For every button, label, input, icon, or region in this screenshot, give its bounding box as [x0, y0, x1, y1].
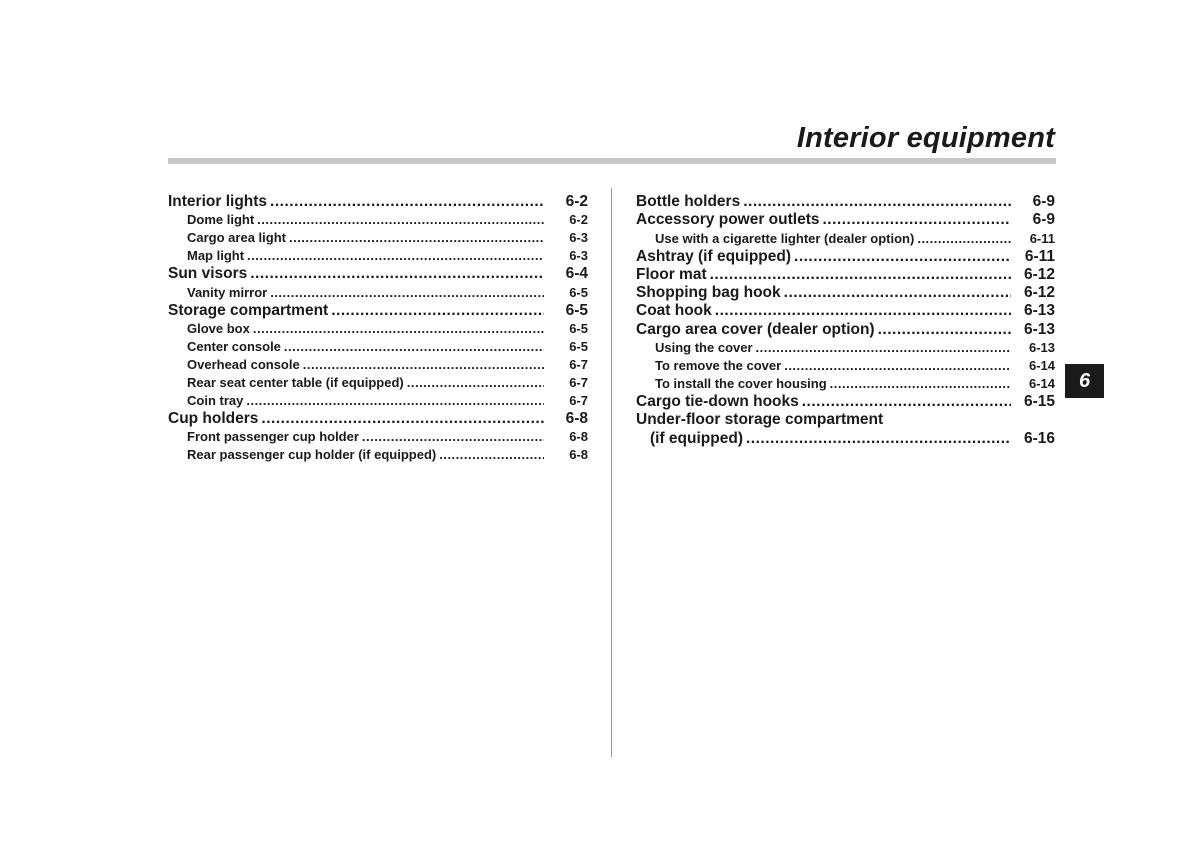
toc-leader-dots [784, 284, 1011, 302]
toc-leader-dots [261, 410, 544, 428]
toc-page-number: 6-7 [569, 392, 588, 408]
toc-entry-label: Bottle holders [636, 193, 741, 210]
title-rule [168, 158, 1056, 164]
toc-page-number: 6-14 [1028, 376, 1055, 392]
chapter-title: Interior equipment [796, 122, 1055, 154]
toc-entry-label: Vanity mirror [187, 284, 268, 300]
toc-page-number: 6-12 [1023, 265, 1055, 283]
toc-leader-dots [257, 211, 544, 229]
toc-page-number: 6-2 [569, 212, 588, 228]
toc-entry[interactable] [636, 321, 1055, 339]
toc-entry[interactable] [636, 193, 1055, 211]
toc-entry[interactable] [636, 266, 1055, 284]
toc-page-number: 6-7 [569, 356, 588, 372]
toc-entry-label: Rear seat center table (if equipped) [187, 374, 404, 390]
toc-subentry[interactable] [168, 247, 588, 265]
toc-entry[interactable] [168, 265, 588, 283]
toc-subentry[interactable] [168, 392, 588, 410]
toc-right-column [636, 193, 1055, 448]
toc-page-number: 6-5 [565, 301, 588, 319]
toc-subentry[interactable] [168, 284, 588, 302]
toc-page-number: 6-5 [569, 284, 588, 300]
toc-subentry[interactable] [636, 339, 1055, 357]
toc-leader-dots [917, 230, 1011, 248]
toc-page-number: 6-2 [565, 193, 588, 210]
toc-leader-dots [746, 430, 1011, 448]
toc-entry-label: Accessory power outlets [636, 211, 820, 229]
toc-leader-dots [802, 393, 1011, 411]
toc-subentry[interactable] [636, 357, 1055, 375]
toc-page-number: 6-8 [565, 409, 588, 427]
toc-subentry[interactable] [636, 375, 1055, 393]
toc-subentry[interactable] [168, 211, 588, 229]
toc-entry-label: Shopping bag hook [636, 284, 781, 302]
toc-page-number: 6-9 [1032, 193, 1055, 210]
toc-entry[interactable] [636, 393, 1055, 411]
toc-leader-dots [246, 392, 544, 410]
toc-leader-dots [247, 247, 544, 265]
toc-entry-label: Overhead console [187, 356, 300, 372]
toc-entry-label: Using the cover [655, 340, 753, 356]
toc-entry-label: Front passenger cup holder [187, 429, 359, 445]
toc-entry-label: Cargo area light [187, 230, 286, 246]
toc-leader-dots [743, 193, 1011, 211]
toc-leader-dots [270, 193, 544, 211]
toc-leader-dots [303, 356, 544, 374]
toc-entry-label: Rear passenger cup holder (if equipped) [187, 447, 437, 463]
toc-entry[interactable] [636, 302, 1055, 320]
toc-leader-dots [794, 248, 1011, 266]
toc-entry[interactable] [636, 284, 1055, 302]
toc-page-number: 6-16 [1023, 429, 1055, 447]
toc-subentry[interactable] [168, 338, 588, 356]
toc-leader-dots [407, 374, 544, 392]
toc-subentry[interactable] [168, 374, 588, 392]
toc-entry-label: Under-floor storage compartment [636, 411, 884, 429]
toc-page-number: 6-13 [1023, 302, 1055, 320]
toc-entry-label: (if equipped) [650, 429, 743, 447]
toc-leader-dots [830, 375, 1011, 393]
toc-entry-label: Coin tray [187, 392, 244, 408]
toc-entry[interactable] [636, 211, 1055, 229]
toc-page-number: 6-11 [1024, 247, 1055, 265]
toc-entry-label: Cargo tie-down hooks [636, 393, 799, 411]
toc-leader-dots [756, 339, 1011, 357]
toc-page-number: 6-4 [565, 265, 588, 283]
toc-subentry[interactable] [168, 320, 588, 338]
toc-entry-label: Ashtray (if equipped) [636, 247, 792, 265]
toc-page-number: 6-15 [1023, 393, 1055, 411]
toc-entry-label: Cargo area cover (dealer option) [636, 320, 875, 338]
toc-page-number: 6-7 [569, 374, 588, 390]
toc-page-number: 6-9 [1032, 211, 1055, 229]
toc-entry-label: Glove box [187, 320, 250, 336]
toc-page-number: 6-5 [569, 320, 588, 336]
toc-leader-dots [289, 229, 544, 247]
toc-entry-label: Sun visors [168, 265, 248, 283]
toc-entry[interactable] [168, 193, 588, 211]
toc-page-number: 6-3 [569, 248, 588, 264]
toc-entry-label: To remove the cover [655, 358, 782, 374]
toc-subentry[interactable] [168, 446, 588, 464]
toc-entry-label: Map light [187, 248, 245, 264]
toc-page-number: 6-8 [569, 447, 588, 463]
toc-leader-dots [331, 302, 544, 320]
toc-leader-dots [878, 321, 1011, 339]
toc-entry-label: Coat hook [636, 302, 712, 320]
toc-entry-label: Cup holders [168, 409, 259, 427]
toc-page-number: 6-8 [569, 429, 588, 445]
toc-entry-label: Center console [187, 338, 281, 354]
toc-page-number: 6-13 [1023, 320, 1055, 338]
toc-entry-label: Storage compartment [168, 301, 329, 319]
toc-leader-dots [715, 302, 1011, 320]
toc-leader-dots [784, 357, 1011, 375]
toc-page-number: 6-11 [1029, 230, 1055, 246]
toc-subentry[interactable] [168, 356, 588, 374]
toc-leader-dots [284, 338, 544, 356]
toc-subentry[interactable] [168, 229, 588, 247]
toc-leader-dots [250, 265, 544, 283]
toc-entry[interactable] [636, 248, 1055, 266]
toc-entry-label: Dome light [187, 212, 255, 228]
chapter-tab[interactable]: 6 [1065, 364, 1104, 398]
toc-entry-label: Interior lights [168, 193, 268, 210]
toc-left-column [168, 193, 588, 464]
toc-leader-dots [439, 446, 544, 464]
toc-leader-dots [822, 211, 1011, 229]
toc-subentry[interactable] [168, 428, 588, 446]
toc-page-number: 6-12 [1023, 284, 1055, 302]
toc-entry[interactable] [636, 430, 1055, 448]
toc-leader-dots [270, 284, 544, 302]
toc-subentry[interactable] [636, 230, 1055, 248]
toc-page-number: 6-14 [1028, 358, 1055, 374]
toc-entry-label: To install the cover housing [655, 376, 827, 392]
toc-entry-label: Use with a cigarette lighter (dealer option) [655, 230, 915, 246]
toc-page-number: 6-13 [1028, 340, 1055, 356]
toc-page-number: 6-3 [569, 230, 588, 246]
column-divider [611, 188, 612, 757]
toc-leader-dots [710, 266, 1011, 284]
toc-entry[interactable] [168, 302, 588, 320]
toc-entry[interactable] [168, 410, 588, 428]
toc-leader-dots [362, 428, 544, 446]
toc-entry[interactable] [636, 411, 1055, 429]
toc-leader-dots [253, 320, 544, 338]
toc-page-number: 6-5 [569, 338, 588, 354]
toc-entry-label: Floor mat [636, 265, 707, 283]
